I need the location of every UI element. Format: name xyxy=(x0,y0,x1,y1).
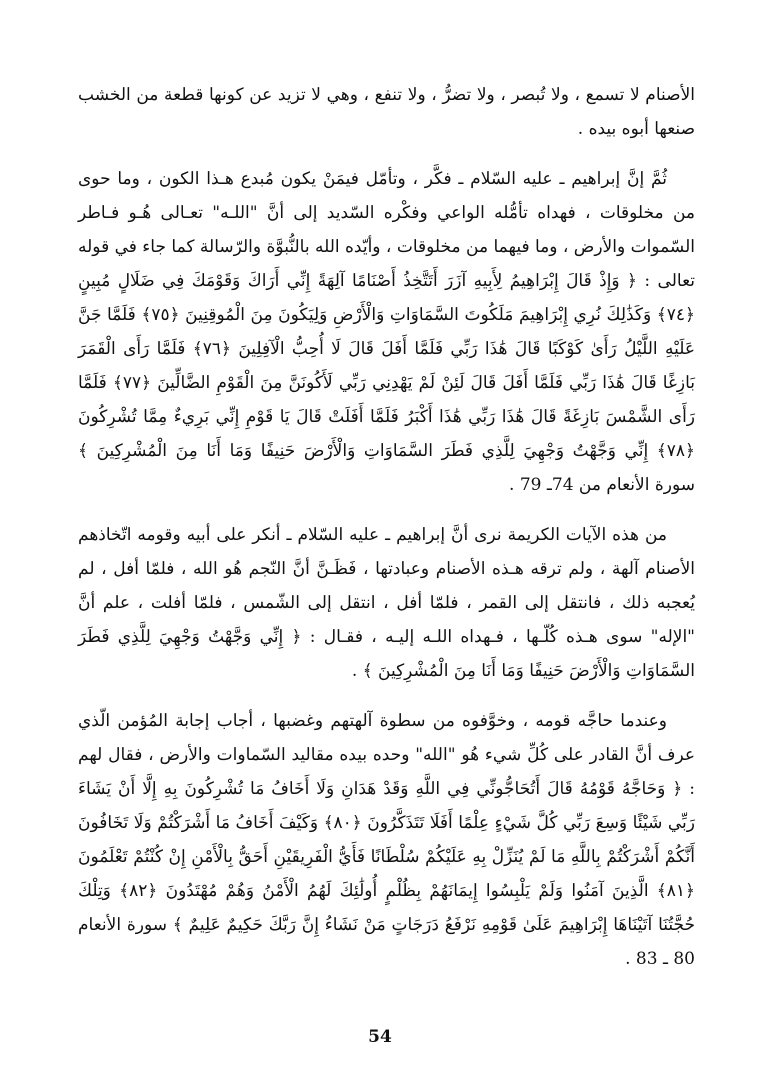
paragraph-verses-commentary: من هذه الآيات الكريمة نرى أنَّ إبراهيم ـ عليه السّلام ـ أنكر على أبيه وقومه اتّخاذهم الأصنام آلهة ، ولم ترقه هـذه الأصنام وعبادتها ، فَظَـنَّ أنَّ النّجم هُو الله ، فلمّا أفل ، لم يُعجبه ذلك ، فانتقل إلى القمر ، فلمّا أفل ، انتقل إلى الشّمس ، فلمّا أفلت ، علم أنَّ "الإله" سوى هـذه كُلّـها ، فـهداه اللـه إليـه ، فقـال : ﴿ إِنِّي وَجَّهْتُ وَجْهِيَ لِلَّذِي فَطَرَ السَّمَاوَاتِ وَالْأَرْضَ حَنِيفًا وَمَا أَنَا مِنَ الْمُشْرِكِينَ ﴾ . xyxy=(78,525,695,681)
page-number: 54 xyxy=(368,1027,392,1047)
paragraph-abraham-reflection: ثُمَّ إنَّ إبراهيم ـ عليه السّلام ـ فكَّر ، وتأمّل فيمَنْ يكون مُبدع هـذا الكون ، وما حوى من مخلوقات ، فهداه تأمُّله الواعي وفكْره السّديد إلى أنَّ "اللـه" تعـالى هُـو فـاطر السّموات والأرض ، وما فيهما من مخلوقات ، وأيّده الله بالنُّبوَّة والرّسالة كما جاء في قوله تعالى : ﴿ وَإِذْ قَالَ إِبْرَاهِيمُ لِأَبِيهِ آزَرَ أَتَتَّخِذُ أَصْنَامًا آلِهَةً إِنِّي أَرَاكَ وَقَوْمَكَ فِي ضَلَالٍ مُبِينٍ ﴿٧٤﴾ وَكَذَٰلِكَ نُرِي إِبْرَاهِيمَ مَلَكُوتَ السَّمَاوَاتِ وَالْأَرْضِ وَلِيَكُونَ مِنَ الْمُوقِنِينَ ﴿٧٥﴾ فَلَمَّا جَنَّ عَلَيْهِ اللَّيْلُ رَأَىٰ كَوْكَبًا قَالَ هَٰذَا رَبِّي فَلَمَّا أَفَلَ قَالَ لَا أُحِبُّ الْآفِلِينَ ﴿٧٦﴾ فَلَمَّا رَأَى الْقَمَرَ بَازِغًا قَالَ هَٰذَا رَبِّي فَلَمَّا أَفَلَ قَالَ لَئِنْ لَمْ يَهْدِنِي رَبِّي لَأَكُونَنَّ مِنَ الْقَوْمِ الضَّالِّينَ ﴿٧٧﴾ فَلَمَّا رَأَى الشَّمْسَ بَازِغَةً قَالَ هَٰذَا رَبِّي هَٰذَا أَكْبَرُ فَلَمَّا أَفَلَتْ قَالَ يَا قَوْمِ إِنِّي بَرِيءٌ مِمَّا تُشْرِكُونَ ﴿٧٨﴾ إِنِّي وَجَّهْتُ وَجْهِيَ لِلَّذِي فَطَرَ السَّمَاوَاتِ وَالْأَرْضَ حَنِيفًا وَمَا أَنَا مِنَ الْمُشْرِكِينَ ﴾ سورة الأنعام من 74ـ 79 . xyxy=(78,169,695,495)
paragraph-idols-description: الأصنام لا تسمع ، ولا تُبصر ، ولا تضرُّ ، ولا تنفع ، وهي لا تزيد عن كونها قطعة من الخشب صنعها أبوه بيده . xyxy=(78,85,695,139)
paragraph-argument-with-people: وعندما حاجَّه قومه ، وخوَّفوه من سطوة آلهتهم وغضبها ، أجاب إجابة المُؤمن الّذي عرف أنَّ القادر على كُلِّ شيء هُو "الله" وحده بيده مقاليد السّماوات والأرض ، فقال لهم : ﴿ وَحَاجَّهُ قَوْمُهُ قَالَ أَتُحَاجُّونِّي فِي اللَّهِ وَقَدْ هَدَانِ وَلَا أَخَافُ مَا تُشْرِكُونَ بِهِ إِلَّا أَنْ يَشَاءَ رَبِّي شَيْئًا وَسِعَ رَبِّي كُلَّ شَيْءٍ عِلْمًا أَفَلَا تَتَذَكَّرُونَ ﴿٨٠﴾ وَكَيْفَ أَخَافُ مَا أَشْرَكْتُمْ وَلَا تَخَافُونَ أَنَّكُمْ أَشْرَكْتُمْ بِاللَّهِ مَا لَمْ يُنَزِّلْ بِهِ عَلَيْكُمْ سُلْطَانًا فَأَيُّ الْفَرِيقَيْنِ أَحَقُّ بِالْأَمْنِ إِنْ كُنْتُمْ تَعْلَمُونَ ﴿٨١﴾ الَّذِينَ آمَنُوا وَلَمْ يَلْبِسُوا إِيمَانَهُمْ بِظُلْمٍ أُولَٰئِكَ لَهُمُ الْأَمْنُ وَهُمْ مُهْتَدُونَ ﴿٨٢﴾ وَتِلْكَ حُجَّتُنَا آتَيْنَاهَا إِبْرَاهِيمَ عَلَىٰ قَوْمِهِ نَرْفَعُ دَرَجَاتٍ مَنْ نَشَاءُ إِنَّ رَبَّكَ حَكِيمٌ عَلِيمٌ ﴾ سورة الأنعام 80 ـ 83 . xyxy=(78,711,695,969)
